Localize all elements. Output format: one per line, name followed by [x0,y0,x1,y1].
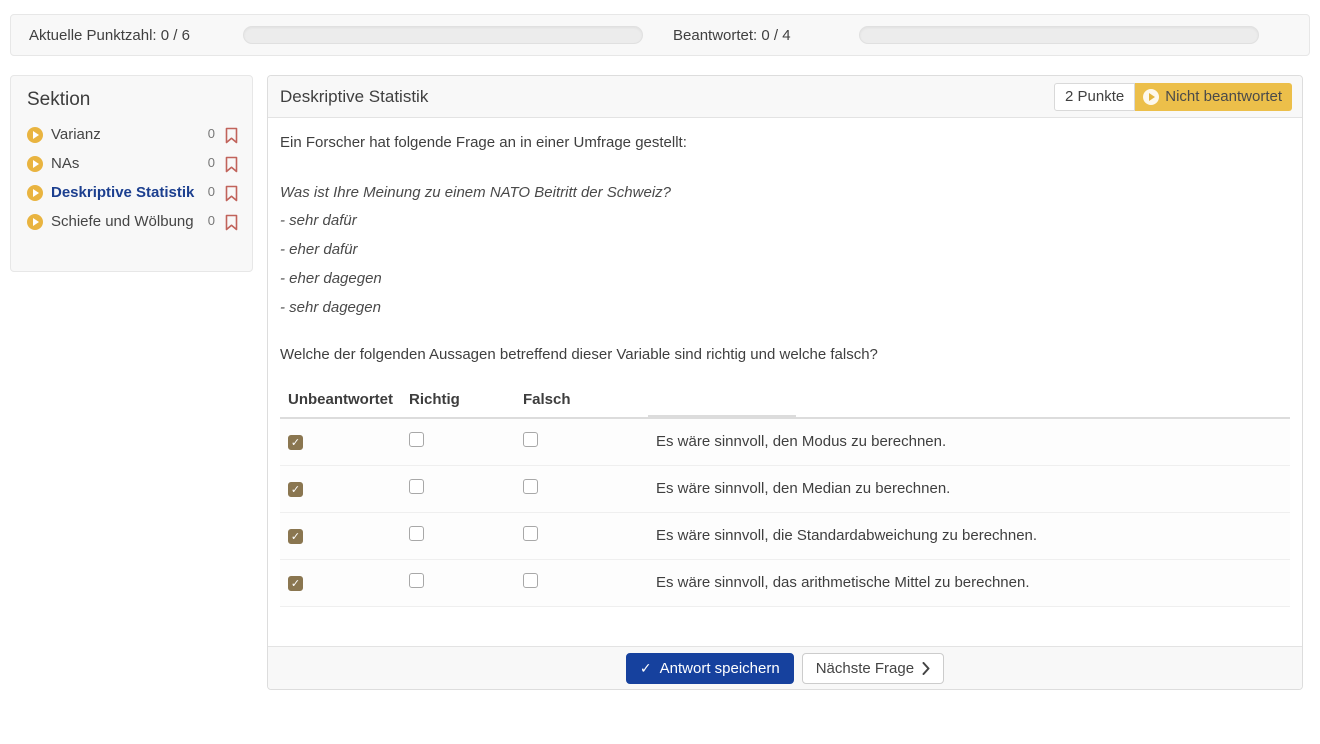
unbeantwortet-checkbox[interactable]: ✓ [288,529,303,544]
sidebar-title: Sektion [27,89,91,110]
unbeantwortet-checkbox[interactable]: ✓ [288,435,303,450]
bookmark-icon[interactable] [225,127,238,149]
table-row [280,418,1290,465]
falsch-checkbox[interactable] [523,479,538,494]
header-richtig: Richtig [401,385,515,418]
question-prompt: Welche der folgenden Aussagen betreffend dieser Variable sind richtig und welche falsch? [280,346,878,363]
table-row [280,559,1290,606]
bookmark-icon[interactable] [225,185,238,207]
header-statement [648,385,1290,418]
statement-text: Es wäre sinnvoll, die Standardabweichung zu berechnen. [648,512,1290,559]
sidebar-item-label: Deskriptive Statistik [51,184,195,201]
header-falsch: Falsch [515,385,648,418]
bookmark-icon[interactable] [225,156,238,178]
play-icon [27,156,43,172]
sidebar-item-label: NAs [51,155,80,172]
sidebar-item[interactable] [27,125,238,149]
play-icon [1143,89,1159,105]
sidebar-list [27,125,238,236]
play-icon [27,127,43,143]
falsch-checkbox[interactable] [523,526,538,541]
question-footer [268,646,1302,689]
status-badge-label: Nicht beantwortet [1165,88,1282,105]
survey-option: - sehr dafür [280,212,357,229]
question-header [268,76,1302,118]
table-row [280,512,1290,559]
sidebar-item-count: 0 [207,213,215,228]
richtig-checkbox[interactable] [409,526,424,541]
sidebar-item-label: Varianz [51,126,101,143]
answers-table [280,385,1290,607]
bookmark-icon[interactable] [225,214,238,236]
chevron-right-icon [922,662,930,675]
statement-text: Es wäre sinnvoll, den Modus zu berechnen. [648,418,1290,465]
richtig-checkbox[interactable] [409,573,424,588]
sidebar-item[interactable] [27,154,238,178]
unbeantwortet-checkbox[interactable]: ✓ [288,576,303,591]
save-answer-label: Antwort speichern [659,659,780,677]
survey-option: - eher dagegen [280,270,382,287]
points-badge: 2 Punkte [1054,83,1135,111]
survey-option: - sehr dagegen [280,299,381,316]
falsch-checkbox[interactable] [523,432,538,447]
survey-options [280,211,1290,318]
answered-progress-bar [859,26,1259,44]
question-intro: Ein Forscher hat folgende Frage an in einer Umfrage gestellt: [280,134,687,151]
statement-text: Es wäre sinnvoll, den Median zu berechnen. [648,465,1290,512]
header-unbeantwortet: Unbeantwortet [280,385,401,418]
save-answer-button[interactable] [626,653,794,684]
play-icon [27,214,43,230]
checkmark-icon: ✓ [639,659,652,676]
sidebar-item[interactable] [27,183,238,207]
survey-question: Was ist Ihre Meinung zu einem NATO Beitritt der Schweiz? [280,184,671,201]
table-row [280,465,1290,512]
sidebar-item-count: 0 [207,126,215,141]
statement-text: Es wäre sinnvoll, das arithmetische Mittel zu berechnen. [648,559,1290,606]
badge-group [1054,83,1292,111]
question-title: Deskriptive Statistik [280,86,429,106]
progress-topbar [10,14,1310,56]
status-badge [1135,83,1292,111]
sidebar-item-count: 0 [207,184,215,199]
play-icon [27,185,43,201]
sidebar-item-count: 0 [207,155,215,170]
answered-label: Beantwortet: 0 / 4 [673,26,791,44]
next-question-button[interactable] [802,653,944,684]
answers-table-header-row [280,385,1290,418]
question-panel [267,75,1303,690]
richtig-checkbox[interactable] [409,432,424,447]
section-sidebar [10,75,253,272]
survey-option: - eher dafür [280,241,358,258]
sidebar-item[interactable] [27,212,238,236]
richtig-checkbox[interactable] [409,479,424,494]
score-label: Aktuelle Punktzahl: 0 / 6 [29,26,190,44]
question-content [268,118,1302,607]
next-question-label: Nächste Frage [815,659,915,677]
sidebar-item-label: Schiefe und Wölbung [51,213,194,230]
score-progress-bar [243,26,643,44]
falsch-checkbox[interactable] [523,573,538,588]
unbeantwortet-checkbox[interactable]: ✓ [288,482,303,497]
